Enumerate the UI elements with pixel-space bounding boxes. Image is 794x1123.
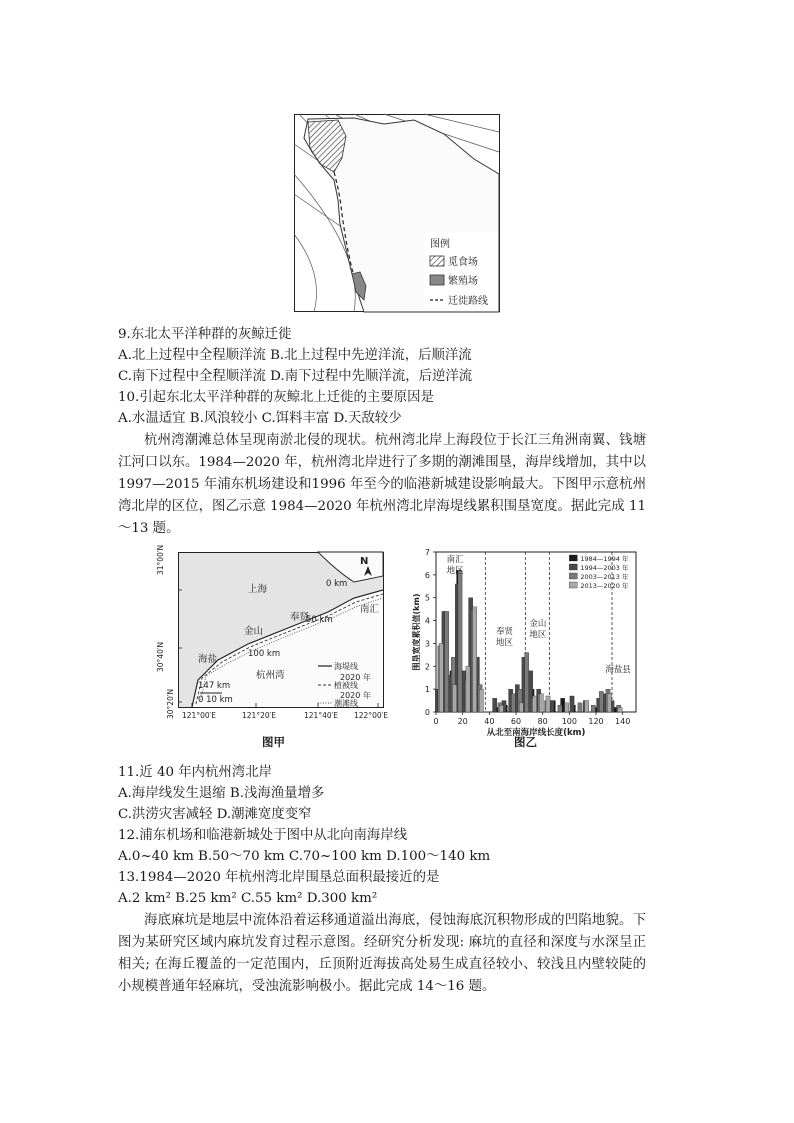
question-12-stem: 12.浦东机场和临港新城处于图中从北向南海岸线 — [118, 828, 408, 843]
north-label: N — [360, 556, 369, 567]
bar-series-1 — [570, 696, 574, 712]
legend-label-2: 2003—2013 年 — [580, 573, 629, 581]
bar-series-2 — [591, 705, 595, 712]
bar-series-3 — [565, 703, 569, 712]
lat-30-20: 30°20′N — [166, 688, 175, 719]
legend-vegetation: 植被线 — [334, 681, 358, 690]
question-13-stem: 13.1984—2020 年杭州湾北岸围垦总面积最接近的是 — [118, 870, 440, 885]
bar-series-2 — [525, 653, 529, 712]
x-tick-label: 120 — [588, 717, 604, 726]
region-label-haiyan: 海盐县 — [605, 665, 631, 675]
legend-route-label: 迁徙路线 — [448, 296, 488, 307]
bar-series-1 — [493, 698, 497, 712]
legend-feeding-label: 觅食场 — [448, 257, 478, 268]
km-marker-0: 0 km — [326, 579, 348, 589]
bar-series-1 — [550, 701, 554, 712]
y-axis-label: 围垦宽度累积值(km) — [412, 593, 421, 671]
bar-series-3 — [499, 705, 503, 712]
legend-2020-b: 2020 年 — [340, 691, 371, 700]
lat-31-00: 31°00′N — [156, 544, 165, 575]
bar-series-3 — [466, 666, 470, 712]
bar-series-2 — [458, 570, 462, 712]
question-10-stem: 10.引起东北太平洋种群的灰鲸北上迁徙的主要原因是 — [118, 390, 434, 405]
bar-series-3 — [473, 607, 477, 712]
y-tick-label: 4 — [424, 616, 430, 626]
bar-series-3 — [533, 696, 537, 712]
y-tick-label: 2 — [424, 662, 430, 672]
question-10-options: A.水温适宜 B.风浪较小 C.饵料丰富 D.天敌较少 — [118, 411, 402, 426]
legend-seawall: 海堤线 — [334, 662, 358, 671]
x-tick-label: 60 — [510, 717, 522, 726]
legend-title: 图例 — [430, 239, 450, 250]
region-label-fengxian-2: 地区 — [496, 638, 514, 648]
region-label-nanhui-2: 地区 — [446, 566, 464, 576]
question-9-options-1: A.北上过程中全程顺洋流 B.北上过程中先逆洋流，后顺洋流 — [118, 348, 472, 363]
bar-series-2 — [558, 705, 562, 712]
label-jinshan: 金山 — [244, 626, 264, 637]
hatched-square-icon — [430, 256, 444, 266]
label-haiyan: 海盐 — [198, 654, 218, 665]
region-label-jinshan-2: 地区 — [529, 630, 547, 640]
bar-series-3 — [439, 643, 443, 712]
y-tick-label: 3 — [424, 639, 430, 649]
map-jia — [178, 552, 389, 727]
y-tick-label: 6 — [424, 570, 430, 580]
whale-migration-map — [294, 114, 500, 312]
region-label-nanhui-1: 南汇 — [446, 555, 464, 565]
label-shanghai: 上海 — [248, 584, 268, 595]
caption-yi: 图乙 — [514, 735, 537, 749]
question-12-options: A.0~40 km B.50～70 km C.70~100 km D.100～140 km — [118, 849, 491, 864]
lon-121-40: 121°40′E — [304, 711, 339, 720]
lat-30-40: 30°40′N — [156, 641, 165, 672]
bar-series-3 — [479, 689, 483, 712]
legend-swatch-0 — [569, 555, 577, 561]
bar-series-3 — [607, 694, 611, 712]
passage-seabed-pockmarks: 海底麻坑是地层中流体沿着运移通道溢出海底，侵蚀海底沉积物形成的凹陷地貌。下图为某研究区域内麻坑发育过程示意图。经研究分析发现: 麻坑的直径和深度与水深呈正相关; 在海丘覆盖的一定范围内，丘顶附近海拔高处易生成直径较小、较浅且内壁较陡的小规模普通年轻麻坑，受浊流影响极小。据此完成 14～16 题。 — [118, 913, 646, 994]
legend-tidal-flat: 潮滩线 — [334, 699, 358, 708]
scale-label: 0 10 km — [198, 695, 233, 705]
gray-square-icon — [430, 275, 444, 285]
legend-swatch-2 — [569, 573, 577, 579]
bar-series-2 — [511, 694, 515, 712]
legend-label-3: 2013—2020 年 — [580, 582, 629, 590]
region-label-jinshan-1: 金山 — [529, 619, 547, 629]
bar-series-3 — [453, 685, 457, 712]
legend-breeding-label: 繁殖场 — [448, 276, 478, 287]
km-marker-50: 50 km — [306, 615, 333, 625]
question-11-options-1: A.海岸线发生退缩 B.浅海渔量增多 — [118, 786, 325, 801]
x-tick-label: 80 — [537, 717, 548, 726]
legend-swatch-3 — [569, 582, 577, 588]
x-axis-label: 从北至南海岸线长度(km) — [486, 728, 586, 738]
x-tick-label: 40 — [484, 717, 495, 726]
lon-122-00: 122°00′E — [354, 711, 389, 720]
y-tick-label: 7 — [424, 548, 430, 557]
question-11-options-2: C.洪涝灾害减轻 D.潮滩宽度变窄 — [118, 807, 312, 822]
bar-series-3 — [519, 703, 523, 712]
chart-yi — [410, 546, 642, 746]
bar-series-2 — [445, 611, 449, 712]
y-tick-label: 1 — [424, 685, 430, 695]
question-9-stem: 9.东北太平洋种群的灰鲸迁徙 — [118, 327, 292, 342]
map-jia-svg — [178, 552, 389, 727]
passage-hangzhou-bay: 杭州湾潮滩总体呈现南淤北侵的现状。杭州湾北岸上海段位于长江三角洲南翼、钱塘江河口以东。1984—2020 年，杭州湾北岸进行了多期的潮滩围垦，海岸线增加，其中以 1997—2015 年浦东机场建设和1996 年至今的临港新城建设影响最大。下图甲示意杭州湾北岸的区位，图乙示意 1984—2020 年杭州湾北岸海堤线累积围垦宽度。据此完成 11～13 题。 — [118, 433, 646, 536]
lon-121-20: 121°20′E — [242, 711, 277, 720]
bar-series-3 — [585, 701, 589, 712]
bar-series-3 — [539, 694, 543, 712]
lon-121-00: 121°00′E — [182, 711, 217, 720]
km-marker-100: 100 km — [248, 649, 281, 659]
y-tick-label: 0 — [424, 708, 430, 717]
whale-map-svg — [294, 114, 500, 312]
label-hangzhou-bay: 杭州湾 — [256, 670, 285, 681]
km-marker-147: 147 km — [198, 681, 231, 691]
chart-yi-svg — [410, 546, 642, 746]
x-tick-label: 100 — [561, 717, 577, 726]
legend-2020-a: 2020 年 — [340, 673, 371, 682]
bar-series-3 — [546, 696, 550, 712]
region-label-fengxian-1: 奉贤 — [496, 627, 514, 637]
bar-series-2 — [578, 703, 582, 712]
label-nanhui: 南汇 — [360, 604, 380, 615]
x-tick-label: 140 — [615, 717, 631, 726]
bar-series-3 — [618, 707, 622, 712]
question-11-stem: 11.近 40 年内杭州湾北岸 — [118, 765, 272, 780]
legend-swatch-1 — [569, 564, 577, 570]
y-tick-label: 5 — [424, 593, 430, 603]
label-fengxian: 奉贤 — [290, 612, 310, 623]
question-9-options-2: C.南下过程中全程顺洋流 D.南下过程中先顺洋流，后逆洋流 — [118, 369, 473, 384]
x-tick-label: 20 — [457, 717, 468, 726]
legend-label-0: 1984—1994 年 — [580, 555, 629, 563]
caption-jia: 图甲 — [262, 735, 285, 749]
question-13-options: A.2 km² B.25 km² C.55 km² D.300 km² — [118, 891, 378, 906]
bar-series-2 — [599, 691, 603, 712]
x-tick-label: 0 — [433, 717, 439, 726]
legend-label-1: 1994—2003 年 — [580, 564, 629, 572]
